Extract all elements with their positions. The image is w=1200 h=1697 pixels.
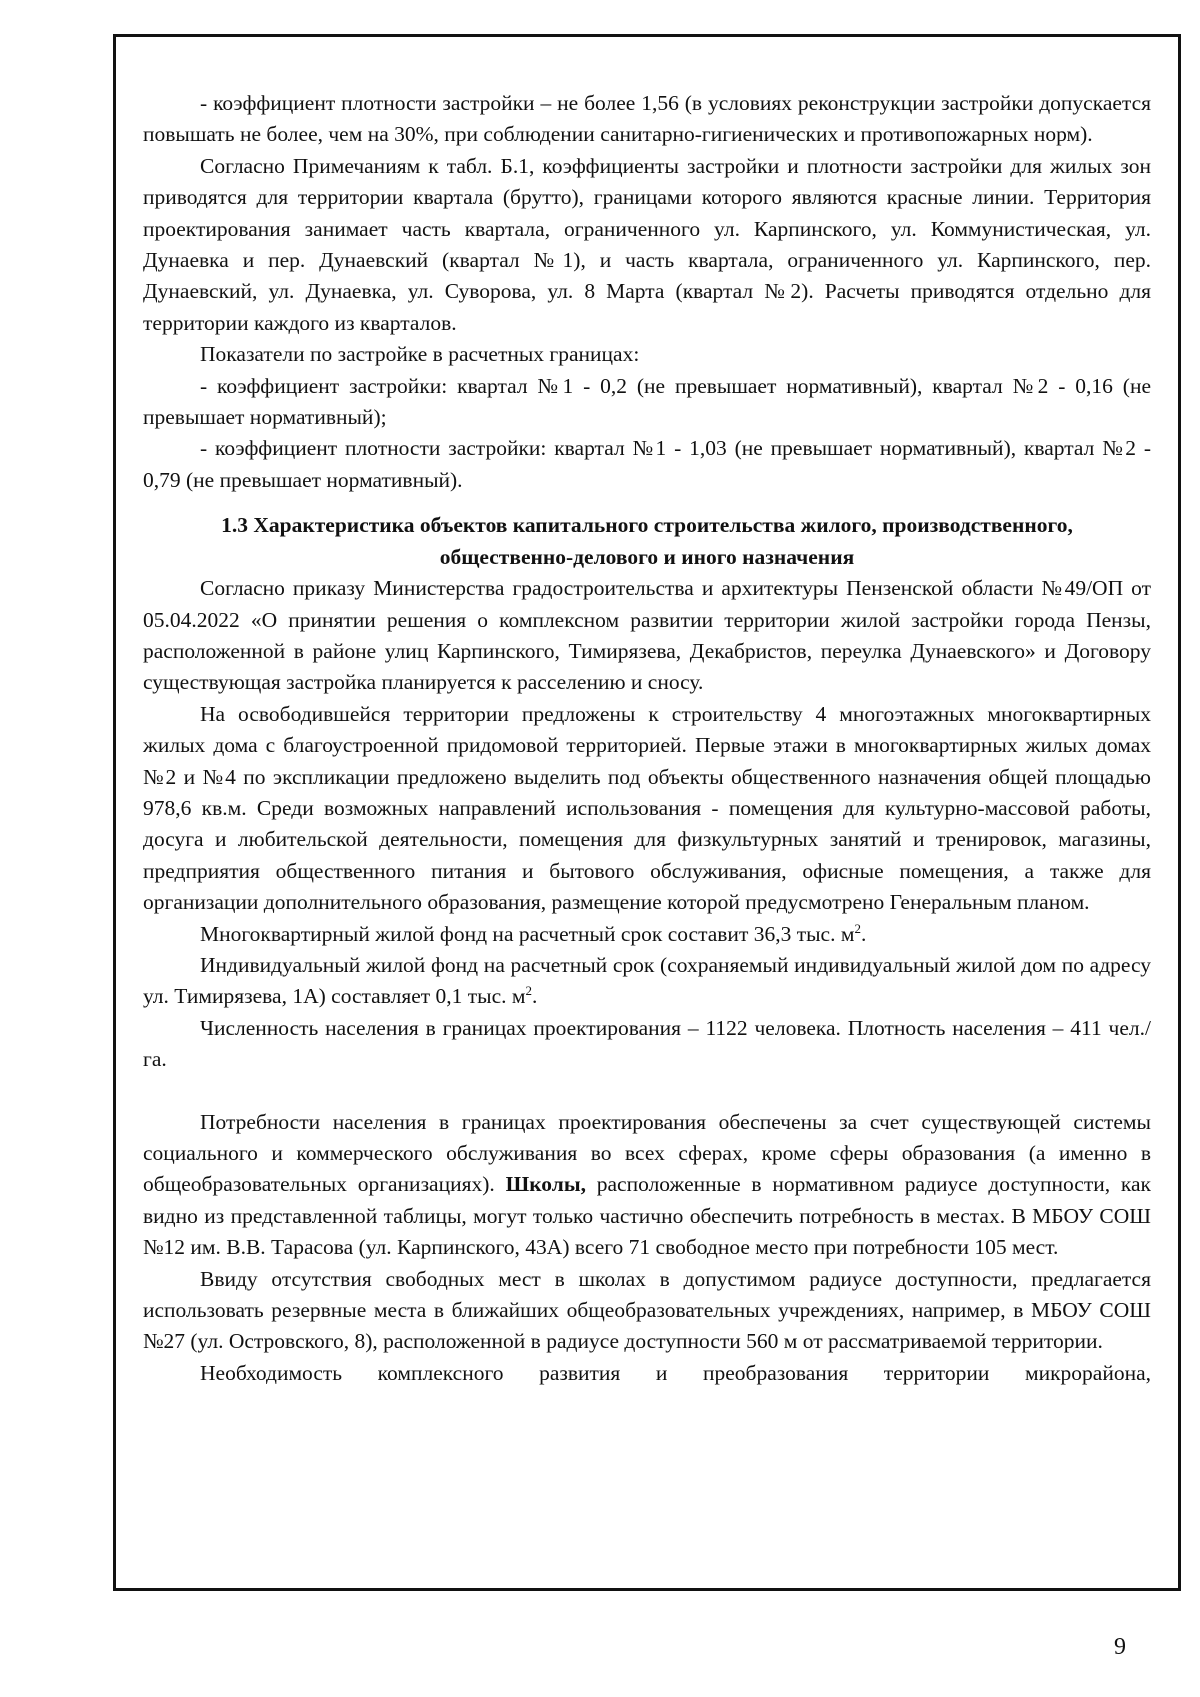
needs-text-before: Потребности населения в границах проектирования обеспечены за счет существующей системы социального и коммерческого обслуживания во всех сферах, кроме сферы образования (а именно в общеобразовательных организациях).	[143, 1109, 1151, 1197]
section-heading-1-3	[143, 510, 1151, 573]
paragraph-density-coefficient: - коэффициент плотности застройки – не более 1,56 (в условиях реконструкции застройки допускается повышать не более, чем на 30%, при соблюдении санитарно-гигиенических и противопожарных норм).	[143, 91, 1151, 147]
paragraph-indicators-intro: Показатели по застройке в расчетных границах:	[200, 342, 640, 367]
needs-text-after: расположенные в нормативном радиусе доступности, как видно из представленной таблицы, могут только частично обеспечить потребность в местах. В МБОУ СОШ №12 им. В.В. Тарасова (ул. Карпинского, 43А) всего 71 свободное место при потребности 105 мест.	[143, 1172, 1151, 1260]
square-superscript: 2	[525, 983, 533, 999]
section-heading-line-1: 1.3 Характеристика объектов капитального строительства жилого, производственного,	[221, 513, 1073, 538]
indiv-fund-end: .	[532, 984, 538, 1009]
paragraph-population: Численность населения в границах проектирования – 1122 человека. Плотность населения – 411 чел./га.	[143, 1015, 1151, 1072]
paragraph-individual-fund	[143, 950, 1151, 1013]
document-body	[143, 88, 1151, 1389]
paragraph-building-coefficient: - коэффициент застройки: квартал №1 - 0,2 (не превышает нормативный), квартал №2 - 0,16 (не превышает нормативный);	[143, 373, 1151, 430]
section-heading-line-2: общественно-делового и иного назначения	[439, 544, 855, 569]
multi-fund-end: .	[860, 921, 867, 946]
paragraph-density-values: - коэффициент плотности застройки: квартал №1 - 1,03 (не превышает нормативный), квартал №2 - 0,79 (не превышает нормативный).	[143, 436, 1151, 492]
needs-schools-bold: Школы,	[505, 1172, 586, 1197]
indiv-fund-text: Индивидуальный жилой фонд на расчетный срок (сохраняемый индивидуальный жилой дом по адресу ул. Тимирязева, 1А) составляет 0,1 тыс. м	[143, 952, 1151, 1009]
paragraph-reserve-places: Ввиду отсутствия свободных мест в школах в допустимом радиусе доступности, предлагается использовать резервные места в ближайших общеобразовательных учреждениях, например, в МБОУ СОШ №27 (ул. Островского, 8), расположенной в радиусе доступности 560 м от рассматриваемой территории.	[143, 1266, 1151, 1354]
paragraph-new-construction: На освободившейся территории предложены к строительству 4 многоэтажных многоквартирных жилых дома с благоустроенной придомовой территорией. Первые этажи в многоквартирных жилых домах №2 и №4 по экспликации предложено выделить под объекты общественного назначения общей площадью 978,6 кв.м. Среди возможных направлений использования - помещения для культурно-массовой работы, досуга и любительской деятельности, помещения для физкультурных занятий и тренировок, магазины, предприятия общественного питания и бытового обслуживания, офисные помещения, а также для организации дополнительного образования, размещение которой предусмотрено Генеральным планом.	[143, 701, 1151, 915]
paragraph-multi-apartment-fund	[143, 919, 1151, 950]
paragraph-last-line: Необходимость комплексного развития и преобразования территории микрорайона,	[200, 1360, 1151, 1385]
paragraph-population-needs	[143, 1107, 1151, 1264]
square-superscript: 2	[854, 920, 861, 936]
paragraph-ministry-order: Согласно приказу Министерства градостроительства и архитектуры Пензенской области №49/ОП от 05.04.2022 «О принятии решения о комплексном развитии территории жилой застройки города Пензы, расположенной в районе улиц Карпинского, Тимирязева, Декабристов, переулка Дунаевского» и Договору существующая застройка планируется к расселению и сносу.	[143, 576, 1151, 695]
paragraph-notes-table-b1: Согласно Примечаниям к табл. Б.1, коэффициенты застройки и плотности застройки для жилых зон приводятся для территории квартала (брутто), границами которого являются красные линии. Территория проектирования занимает часть квартала, ограниченного ул. Карпинского, ул. Коммунистическая, ул. Дунаевка и пер. Дунаевский (квартал №1), и часть квартала, ограниченного ул. Карпинского, пер. Дунаевский, ул. Дунаевка, ул. Суворова, ул. 8 Марта (квартал №2). Расчеты приводятся отдельно для территории каждого из кварталов.	[143, 153, 1151, 335]
page-number: 9	[1114, 1634, 1126, 1660]
multi-fund-text: Многоквартирный жилой фонд на расчетный срок составит 36,3 тыс. м	[200, 921, 855, 946]
